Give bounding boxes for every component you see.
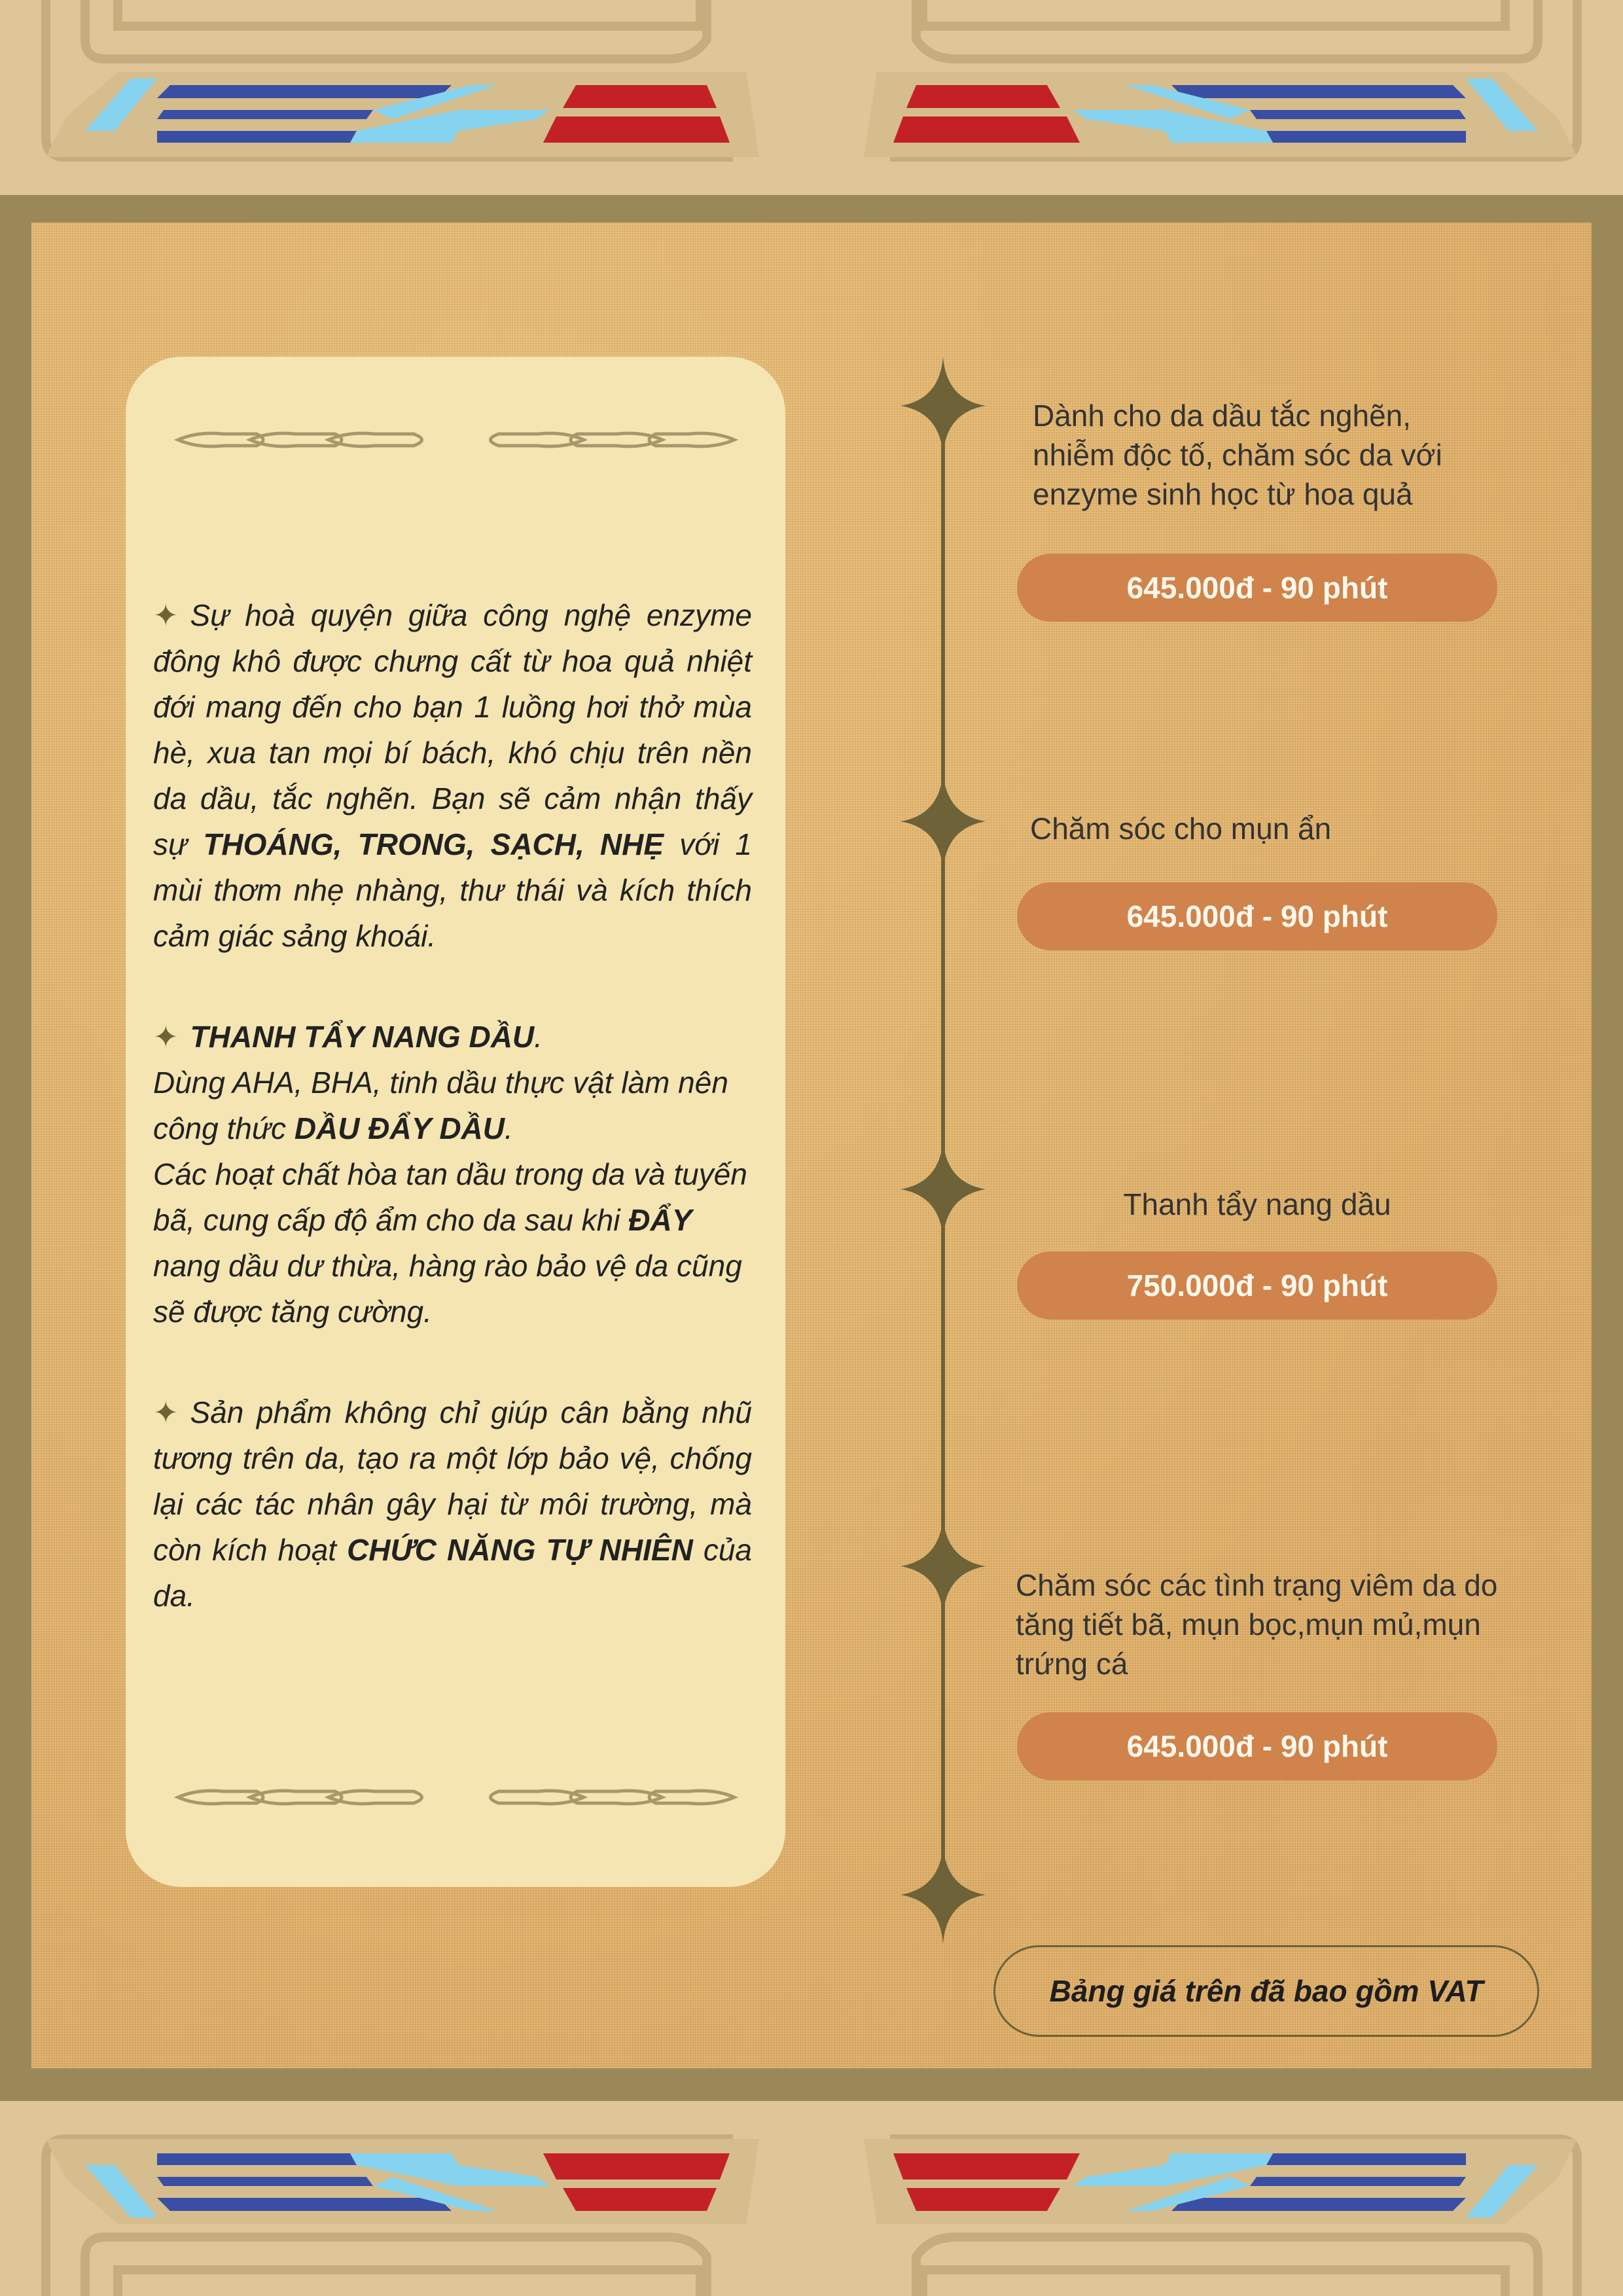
timeline-line [941,386,945,1892]
paragraph-cleansing-formula: Dùng AHA, BHA, tinh dầu thực vật làm nên công thức DẦU ĐẨY DẦU. [153,1066,728,1145]
card-body-text [153,592,752,1619]
bottom-decorative-band [0,2101,1623,2296]
top-decorative-band [0,0,1623,195]
price-pill: 645.000đ - 90 phút [1017,554,1497,622]
paragraph-cleansing-detail: Các hoạt chất hòa tan dầu trong da và tuyến bã, cung cấp độ ẩm cho da sau khi ĐẨY nang dầu dư thừa, hàng rào bảo vệ da cũng sẽ được tăng cường. [153,1157,747,1329]
sparkle-icon [901,772,986,870]
art-deco-ornament-bottom [0,2101,1623,2296]
sparkle-icon [901,357,986,455]
paragraph-intro: ✦ Sự hoà quyện giữa công nghệ enzyme đông khô được chưng cất từ hoa quả nhiệt đới mang đến cho bạn 1 luồng hơi thở mùa hè, xua tan mọi bí bách, khó chịu trên nền da dầu, tắc nghẽn. Bạn sẽ cảm nhận thấy sự THOÁNG, TRONG, SẠCH, NHẸ với 1 mùi thơm nhẹ nhàng, thư thái và kích thích cảm giác sảng khoái. [153,598,753,953]
sparkle-icon [901,1846,986,1944]
four-point-star-icon: ✦ [153,598,179,632]
paragraph-benefits: ✦ Sản phẩm không chỉ giúp cân bằng nhũ tương trên da, tạo ra một lớp bảo vệ, chống lại các tác nhân gây hại từ môi trường, mà còn kích hoạt CHỨC NĂNG TỰ NHIÊN của da. [153,1395,752,1613]
description-card [126,357,785,1887]
ornamental-divider-top [171,429,741,451]
service-description: Chăm sóc cho mụn ẩn [1030,812,1332,846]
emphasis-text: THOÁNG, TRONG, SẠCH, NHẸ [203,827,664,861]
four-point-star-icon: ✦ [153,1020,179,1054]
service-description: Dành cho da dầu tắc nghẽn, nhiễm độc tố, chăm sóc da với enzyme sinh học từ hoa quả [1033,399,1442,511]
ornamental-divider-bottom [171,1786,741,1808]
price-pill: 645.000đ - 90 phút [1017,1712,1497,1780]
price-pill: 750.000đ - 90 phút [1017,1251,1497,1319]
sparkle-icon [901,1140,986,1238]
service-description: Thanh tẩy nang dầu [1123,1187,1391,1221]
price-pill: 645.000đ - 90 phút [1017,882,1497,950]
vat-note: Bảng giá trên đã bao gồm VAT [993,1945,1539,2037]
sparkle-icon [901,1517,986,1615]
service-description: Chăm sóc các tình trạng viêm da do tăng tiết bã, mụn bọc,mụn mủ,mụn trứng cá [1016,1568,1498,1681]
art-deco-ornament-top [0,0,1623,195]
paragraph-cleansing-title: ✦ THANH TẨY NANG DẦU. [153,1020,543,1054]
four-point-star-icon: ✦ [153,1395,179,1429]
